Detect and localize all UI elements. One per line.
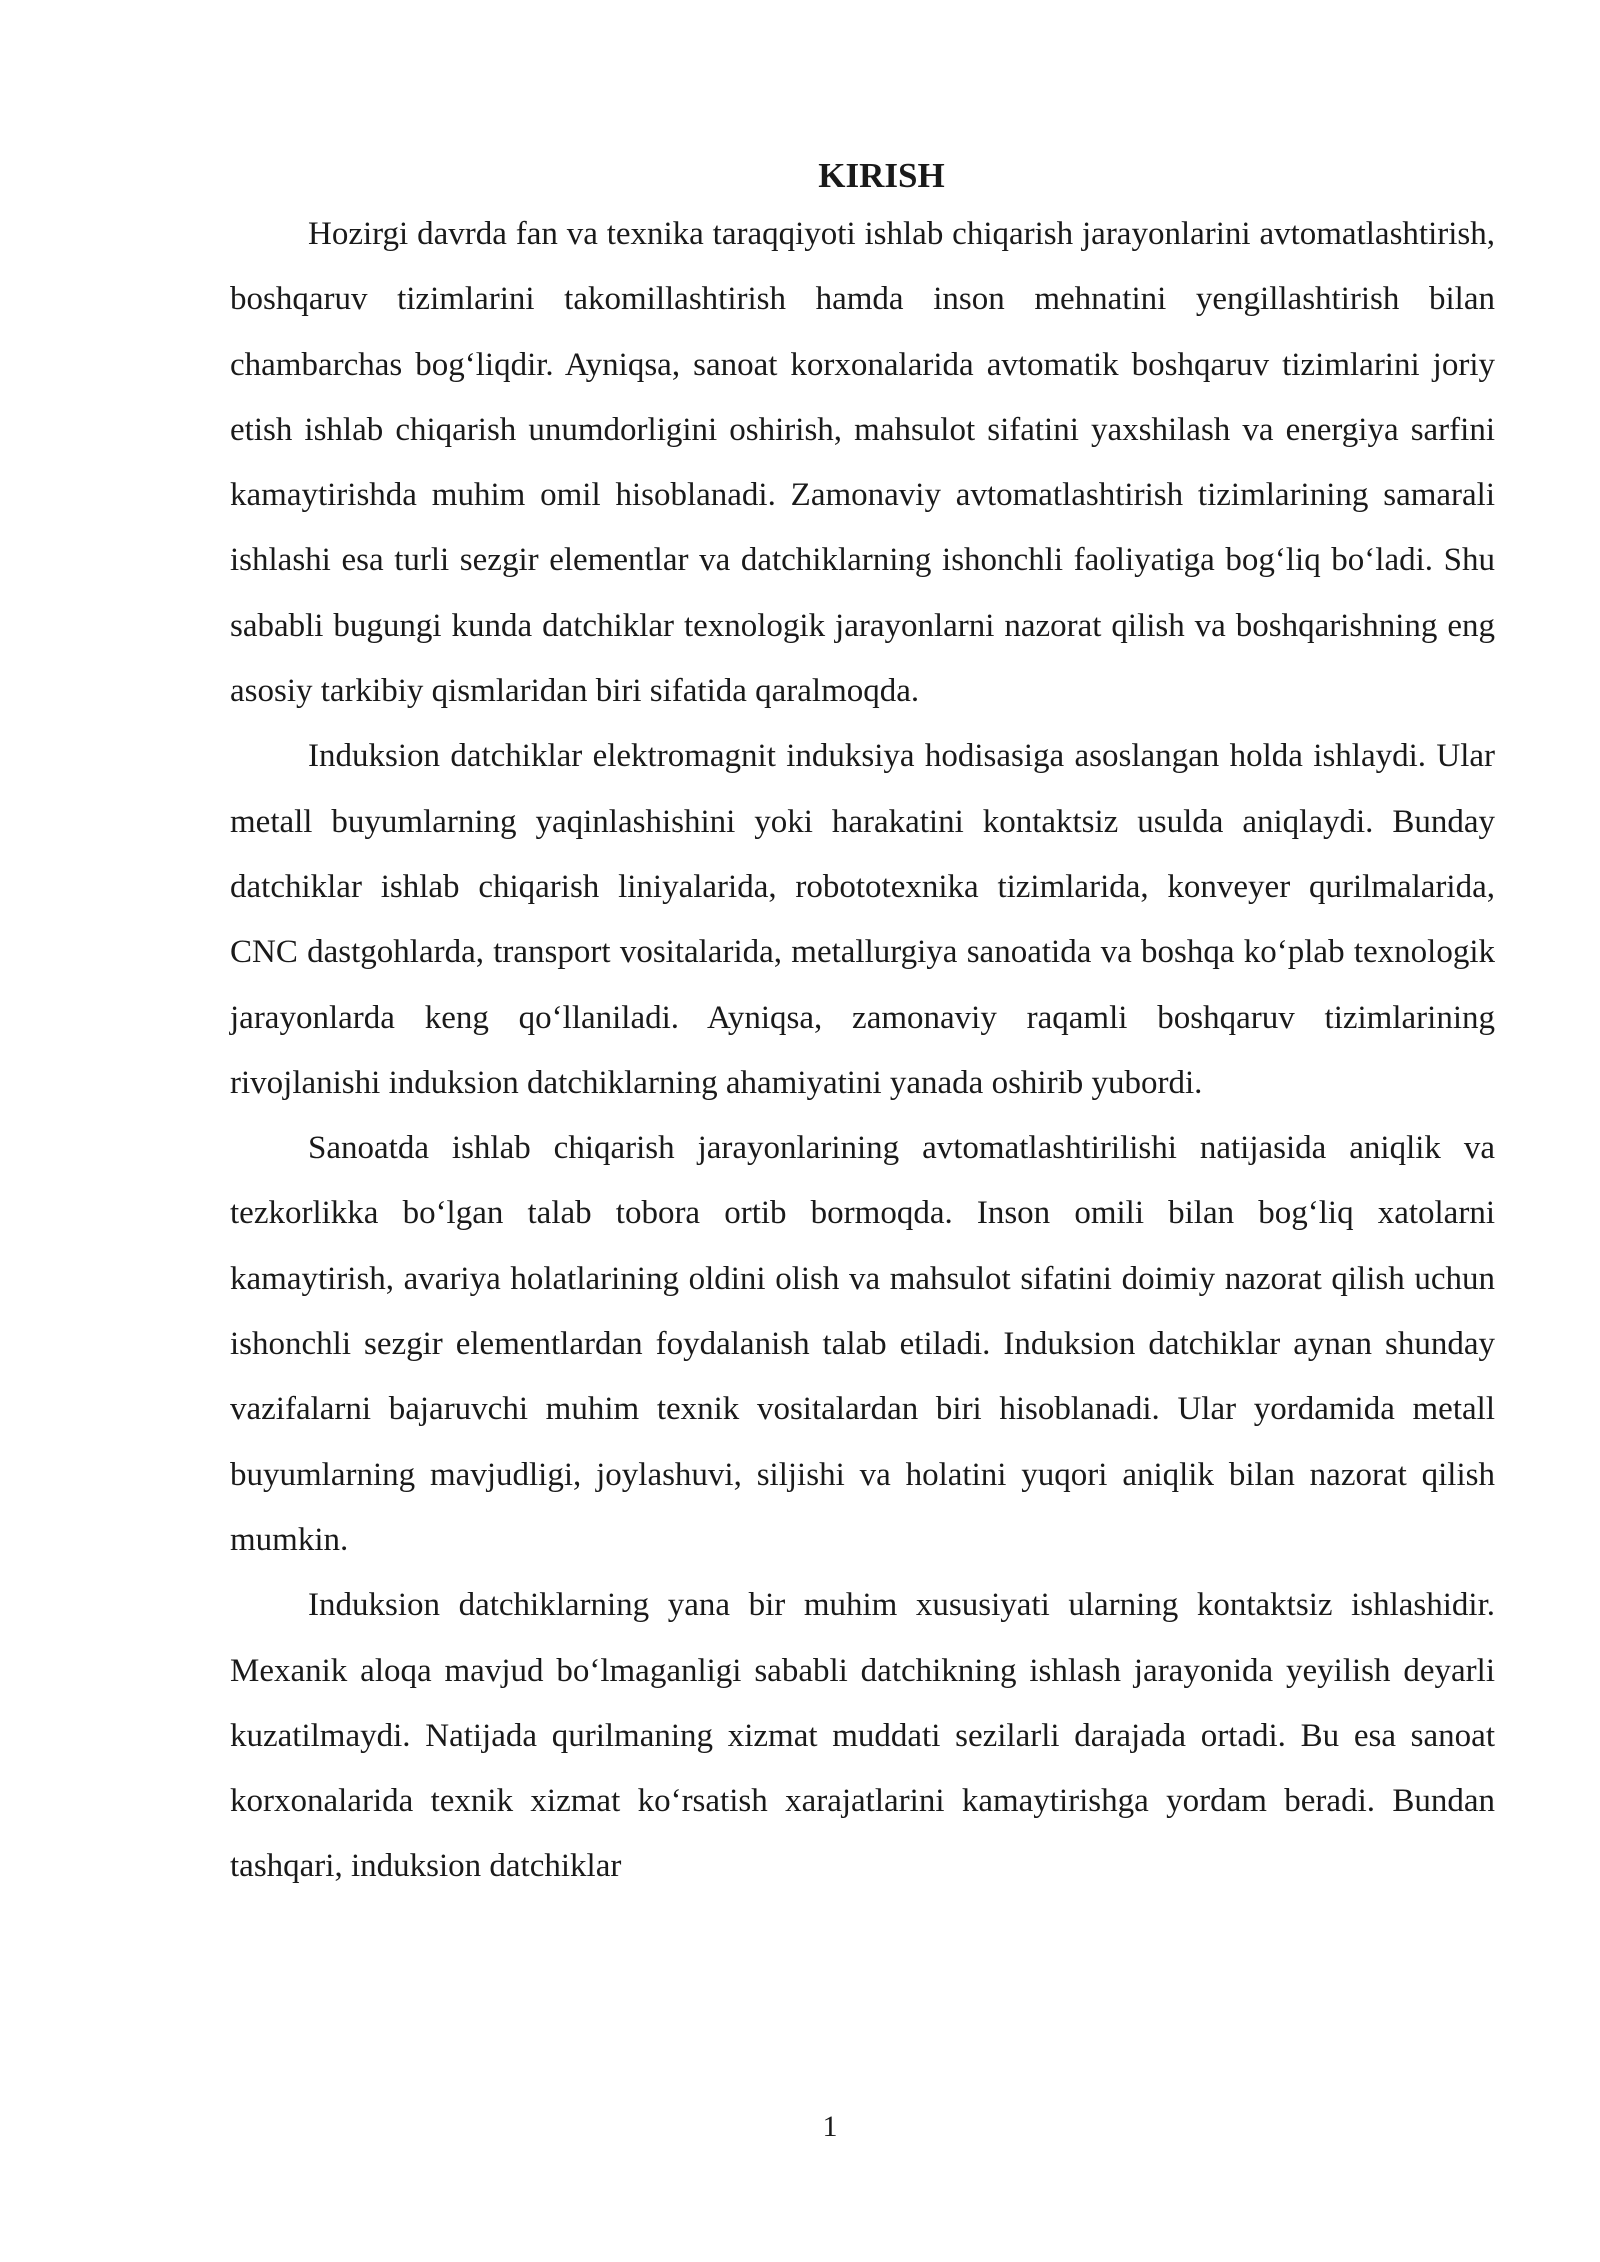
page-number: 1 xyxy=(822,2110,838,2143)
section-title: KIRISH xyxy=(818,156,945,195)
paragraph-1: Hozirgi davrda fan va texnika taraqqiyoti ishlab chiqarish jarayonlarini avtomatlashtirish, boshqaruv tizimlarini takomillashtirish hamda inson mehnatini yengillashtirish bilan chambarchas bog‘liqdir. Ayniqsa, sanoat korxonalarida avtomatik boshqaruv tizimlarini joriy etish ishlab chiqarish unumdorligini oshirish, mahsulot sifatini yaxshilash va energiya sarfini kamaytirishda muhim omil hisoblanadi. Zamonaviy avtomatlashtirish tizimlarining samarali ishlashi esa turli sezgir elementlar va datchiklarning ishonchli faoliyatiga bog‘liq bo‘ladi. Shu sababli bugungi kunda datchiklar texnologik jarayonlarni nazorat qilish va boshqarishning eng asosiy tarkibiy qismlaridan biri sifatida qaralmoqda. xyxy=(230,216,1495,710)
page-content xyxy=(230,150,1495,1900)
paragraph-3: Sanoatda ishlab chiqarish jarayonlarining avtomatlashtirilishi natijasida aniqlik va tezkorlikka bo‘lgan talab tobora ortib bormoqda. Inson omili bilan bog‘liq xatolarni kamaytirish, avariya holatlarining oldini olish va mahsulot sifatini doimiy nazorat qilish uchun ishonchli sezgir elementlardan foydalanish talab etiladi. Induksion datchiklar aynan shunday vazifalarni bajaruvchi muhim texnik vositalardan biri hisoblanadi. Ular yordamida metall buyumlarning mavjudligi, joylashuvi, siljishi va holatini yuqori aniqlik bilan nazorat qilish mumkin. xyxy=(230,1130,1495,1558)
paragraph-4: Induksion datchiklarning yana bir muhim xususiyati ularning kontaktsiz ishlashidir. Mexanik aloqa mavjud bo‘lmaganligi sababli datchikning ishlash jarayonida yeyilish deyarli kuzatilmaydi. Natijada qurilmaning xizmat muddati sezilarli darajada ortadi. Bu esa sanoat korxonalarida texnik xizmat ko‘rsatish xarajatlarini kamaytirishga yordam beradi. Bundan tashqari, induksion datchiklar xyxy=(230,1587,1495,1885)
paragraph-2: Induksion datchiklar elektromagnit induksiya hodisasiga asoslangan holda ishlaydi. Ular metall buyumlarning yaqinlashishini yoki harakatini kontaktsiz usulda aniqlaydi. Bunday datchiklar ishlab chiqarish liniyalarida, robototexnika tizimlarida, konveyer qurilmalarida, CNC dastgohlarda, transport vositalarida, metallurgiya sanoatida va boshqa ko‘plab texnologik jarayonlarda keng qo‘llaniladi. Ayniqsa, zamonaviy raqamli boshqaruv tizimlarining rivojlanishi induksion datchiklarning ahamiyatini yanada oshirib yubordi. xyxy=(230,738,1495,1101)
